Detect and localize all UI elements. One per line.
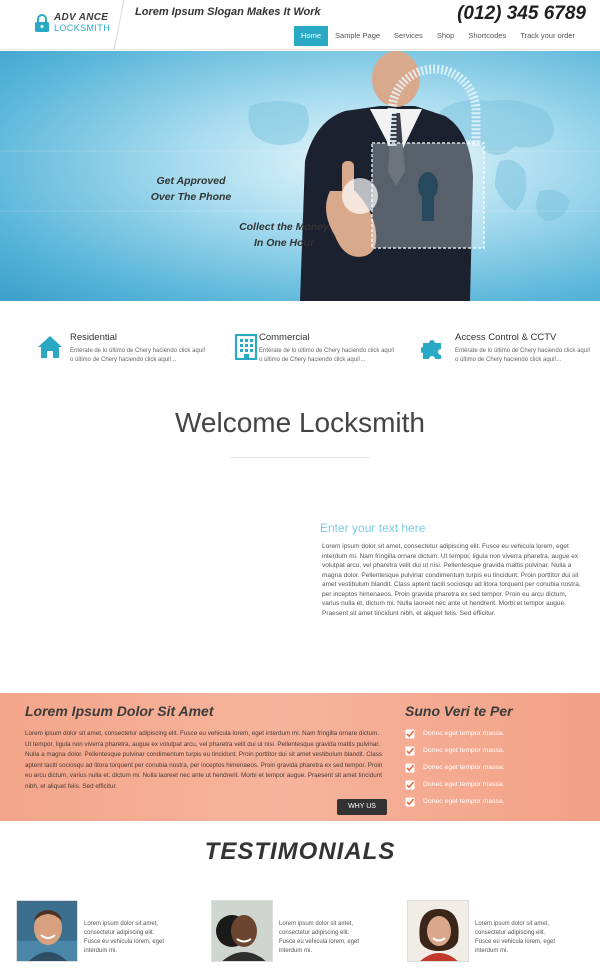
band-side-heading: Suno Veri te Per: [405, 703, 513, 719]
feature-desc: Entérate de lo último de Chery haciendo click aquí! o último de Chery haciendo click aquí!...: [70, 348, 206, 363]
nav-item-sample-page[interactable]: Sample Page: [335, 31, 381, 40]
testimonial-text: Lorem ipsum dolor sit amet, consectetur adipiscing elit. Fusce eu vehicula lorem, eget interdum mi.: [84, 921, 165, 954]
checklist-label: Donec eget tempor massa.: [423, 730, 505, 737]
header-divider: [112, 0, 126, 50]
nav-item-shop[interactable]: Shop: [436, 31, 455, 40]
info-band: [0, 693, 600, 821]
testimonial-card: [407, 900, 567, 962]
site-logo[interactable]: [34, 11, 114, 37]
checklist-label: Donec eget tempor massa.: [423, 764, 505, 771]
site-header: [0, 0, 600, 50]
checkbox-icon: [405, 746, 415, 756]
checkbox-icon: [405, 797, 415, 807]
testimonial-avatar: [211, 900, 273, 962]
feature-desc: Entérate de lo último de Chery haciendo click aquí! o último de Chery haciendo click aquí!...: [455, 348, 591, 363]
feature-desc: Entérate de lo último de Chery haciendo click aquí! o último de Chery haciendo click aquí!...: [259, 348, 395, 363]
logo-word-advance: ADV ANCE: [54, 12, 109, 23]
padlock-icon: [34, 14, 50, 33]
checklist-label: Donec eget tempor massa.: [423, 747, 505, 754]
hero-illustration: [0, 51, 600, 301]
hero-tagline-approved: [146, 173, 236, 205]
nav-item-services[interactable]: Services: [394, 31, 423, 40]
feature-access-control[interactable]: [421, 332, 591, 372]
band-paragraph: Lorem ipsum dolor sit amet, consectetur adipiscing elit. Fusce eu vehicula lorem, eget interdum mi. Nam fringilla ornare dictum. Ut tempor, ligula non viverra pharetra, augue ex volutpat arcu, vel pharetra velit dui ut nisi. Pellentesque gravida mattis pulvinar. Nulla a magna dolor. Pellentesque pulvinar condimentum turpis eu tincidunt. Proin porttitor dui sit amet vestibulum blandit. Class aptent taciti sociosqu ad litora torquent per conubia nostra, per inceptos himenaeos. Proin gravida pharetra ex sed tempor. Proin eu arcu dictum, varius nulla et, dictum mi. Nulla laoreet nec ante ut hendrerit. Morbi et tempor augue. Praesent sit amet tincidunt nibh, et aliquet felis. Sed efficitur.: [25, 730, 383, 790]
testimonial-text: Lorem ipsum dolor sit amet, consectetur adipiscing elit. Fusce eu vehicula lorem, eget interdum mi.: [279, 921, 360, 954]
testimonial-avatar: [407, 900, 469, 962]
band-heading: Lorem Ipsum Dolor Sit Amet: [25, 703, 214, 719]
hero-line-1a: Get Approved: [156, 175, 226, 187]
phone-number[interactable]: (012) 345 6789: [457, 3, 586, 24]
main-nav: [294, 26, 582, 46]
testimonial-card: [211, 900, 371, 962]
feature-title: Access Control & CCTV: [455, 332, 557, 343]
feature-title: Residential: [70, 332, 117, 343]
welcome-paragraph: Lorem ipsum dolor sit amet, consectetur adipiscing elit. Fusce eu vehicula lorem, eget interdum mi. Nam fringilla ornare dictum. Ut tempor, ligula non viverra pharetra, augue ex volutpat arcu, vel pharetra velit dui ut nisi. Pellentesque gravida mattis pulvinar. Nulla a magna dolor. Pellentesque pulvinar condimentum turpis eu tincidunt. Proin porttitor dui sit amet vestibulum blandit. Class aptent taciti sociosqu ad litora torquent per conubia nostra, per inceptos himenaeos. Proin gravida pharetra ex sed tempor. Proin eu arcu dictum, varius nulla et, dictum mi. Nulla laoreet nec ante ut hendrerit. Morbi et tempor augue. Praesent sit amet tincidunt nibh, et aliquet felis. Sed efficitur.: [322, 543, 581, 617]
checkbox-icon: [405, 780, 415, 790]
hero-banner: [0, 51, 600, 301]
testimonial-card: [16, 900, 176, 962]
hero-tagline-collect: [234, 219, 334, 251]
nav-item-shortcodes[interactable]: Shortcodes: [468, 31, 507, 40]
feature-residential[interactable]: [37, 332, 217, 372]
feature-commercial[interactable]: [233, 332, 413, 372]
logo-word-locksmith: LOCKSMITH: [54, 23, 111, 33]
welcome-subheading: Enter your text here: [320, 521, 426, 535]
hero-line-1b: Over The Phone: [150, 191, 232, 203]
hero-line-2b: In One Hour: [253, 237, 315, 249]
nav-item-home[interactable]: Home: [294, 26, 328, 46]
testimonial-avatar: [16, 900, 78, 962]
why-us-button[interactable]: WHY US: [337, 799, 387, 815]
testimonial-text: Lorem ipsum dolor sit amet, consectetur adipiscing elit. Fusce eu vehicula lorem, eget interdum mi.: [475, 921, 556, 954]
welcome-heading: Welcome Locksmith: [174, 407, 425, 438]
welcome-divider: [230, 457, 370, 458]
nav-item-track-order[interactable]: Track your order: [520, 31, 576, 40]
checklist-label: Donec eget tempor massa.: [423, 781, 505, 788]
house-icon: [37, 334, 63, 360]
checklist-label: Donec eget tempor massa.: [423, 798, 505, 805]
feature-title: Commercial: [259, 332, 310, 343]
testimonials-heading: TESTIMONIALS: [204, 838, 396, 865]
hero-line-2a: Collect the Money: [239, 221, 329, 233]
checkbox-icon: [405, 729, 415, 739]
puzzle-icon: [421, 334, 447, 360]
site-slogan: Lorem Ipsum Slogan Makes It Work: [135, 6, 321, 18]
building-icon: [233, 334, 259, 360]
checkbox-icon: [405, 763, 415, 773]
